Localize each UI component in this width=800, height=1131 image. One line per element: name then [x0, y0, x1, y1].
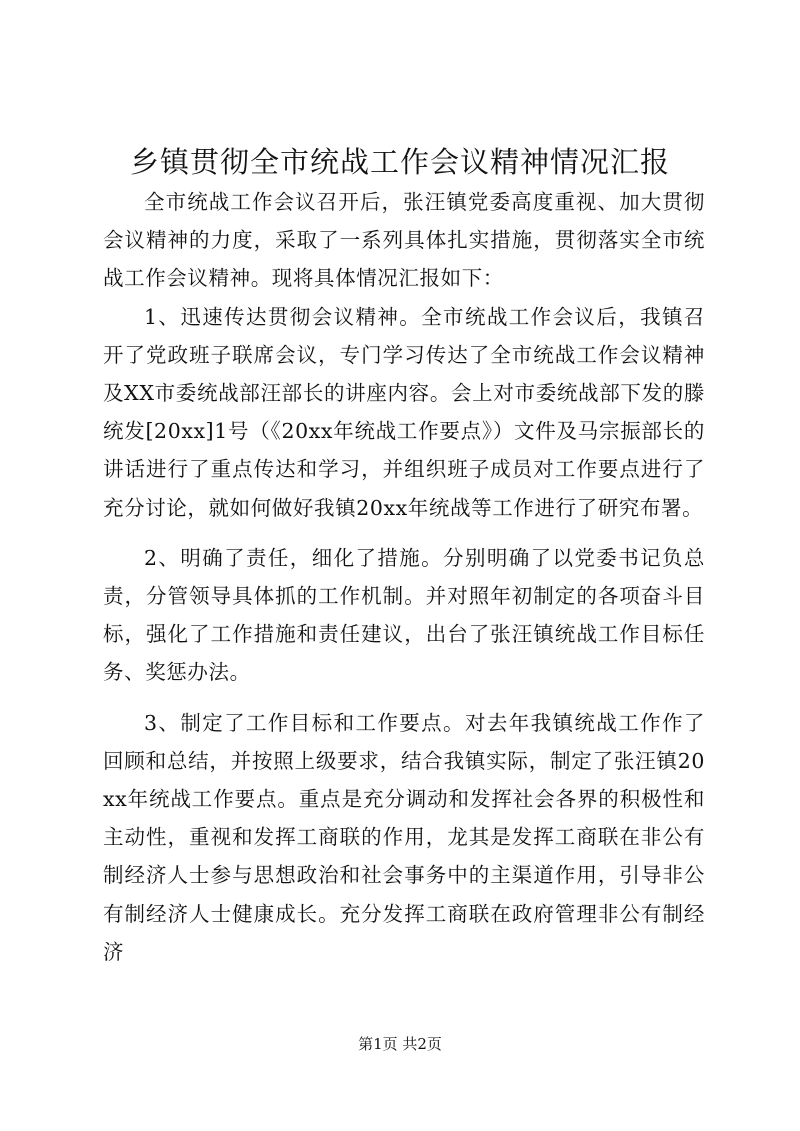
paragraph-item-2: 2、明确了责任，细化了措施。分别明确了以党委书记负总责，分管领导具体抓的工作机制。并对照年初制定的各项奋斗目标，强化了工作措施和责任建议，出台了张汪镇统战工作目标任务、奖惩办法。: [103, 545, 705, 685]
document-body: [103, 183, 705, 971]
page-number: 第1页 共2页: [358, 1035, 442, 1053]
paragraph-item-3: 3、制定了工作目标和工作要点。对去年我镇统战工作作了回顾和总结，并按照上级要求，结合我镇实际，制定了张汪镇20xx年统战工作要点。重点是充分调动和发挥社会各界的积极性和主动性，重视和发挥工商联的作用，龙其是发挥工商联在非公有制经济人士参与思想政治和社会事务中的主渠道作用，引导非公有制经济人士健康成长。充分发挥工商联在政府管理非公有制经济: [103, 710, 705, 964]
paragraph-intro: 全市统战工作会议召开后，张汪镇党委高度重视、加大贯彻会议精神的力度，采取了一系列具体扎实措施，贯彻落实全市统战工作会议精神。现将具体情况汇报如下：: [103, 190, 705, 291]
document-title: 乡镇贯彻全市统战工作会议精神情况汇报: [129, 145, 670, 179]
paragraph-item-1: 1、迅速传达贯彻会议精神。全市统战工作会议后，我镇召开了党政班子联席会议，专门学习传达了全市统战工作会议精神及XX市委统战部汪部长的讲座内容。会上对市委统战部下发的滕统发[20xx]1号（《20xx年统战工作要点》）文件及马宗振部长的讲话进行了重点传达和学习，并组织班子成员对工作要点进行了充分讨论，就如何做好我镇20xx年统战等工作进行了研究布署。: [103, 304, 705, 520]
